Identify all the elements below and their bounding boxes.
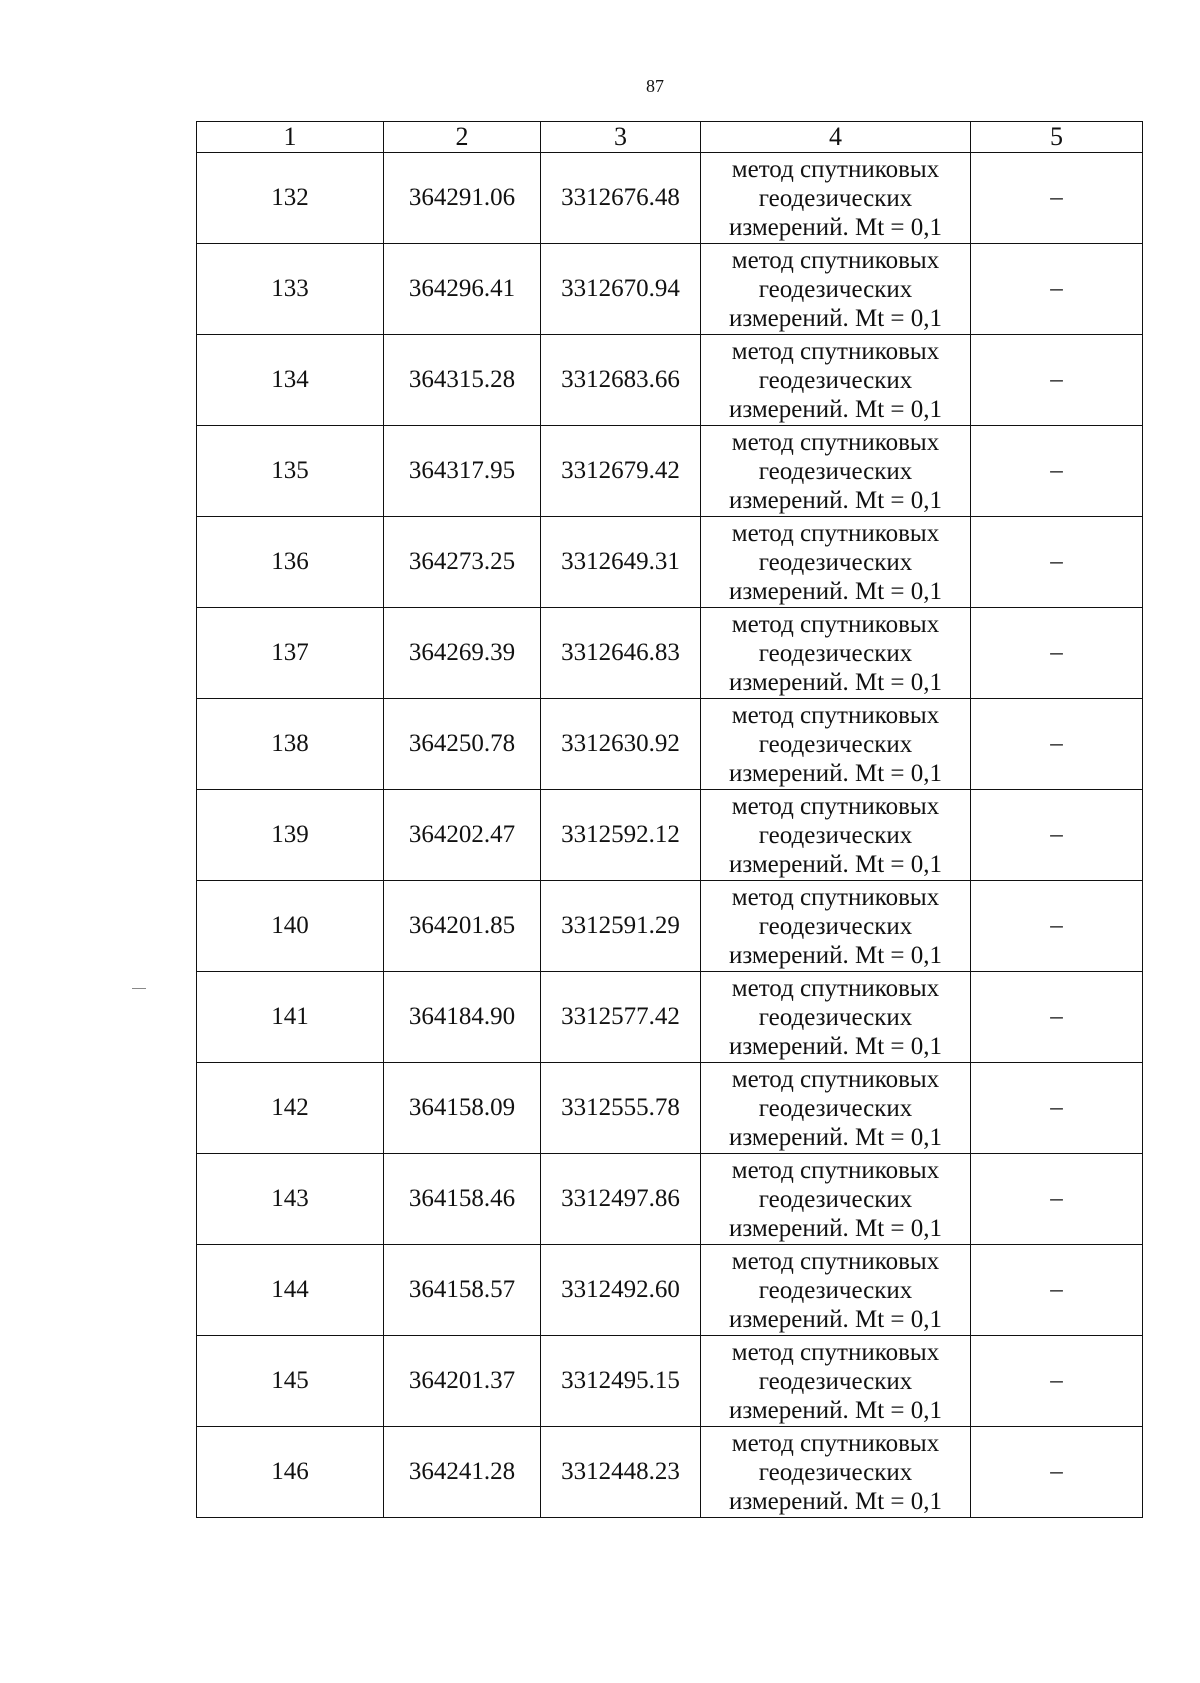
table-row [197, 790, 1143, 881]
note-cell: – [971, 335, 1143, 426]
y-coordinate-cell: 3312630.92 [541, 699, 701, 790]
y-coordinate-cell: 3312592.12 [541, 790, 701, 881]
margin-mark [132, 988, 146, 989]
point-number-cell: 135 [197, 426, 384, 517]
method-line: измерений. Mt = 0,1 [728, 1305, 943, 1333]
table-body [197, 122, 1143, 1518]
note-cell: – [971, 1063, 1143, 1154]
x-coordinate-cell: 364202.47 [384, 790, 541, 881]
point-number-cell: 133 [197, 244, 384, 335]
method-line: геодезических [758, 1003, 913, 1031]
x-coordinate-cell: 364184.90 [384, 972, 541, 1063]
x-coordinate-cell: 364315.28 [384, 335, 541, 426]
method-line: метод спутниковых [731, 428, 940, 456]
table-row [197, 426, 1143, 517]
table-row [197, 1427, 1143, 1518]
method-line: метод спутниковых [731, 246, 940, 274]
method-line: метод спутниковых [731, 701, 940, 729]
method-line: геодезических [758, 366, 913, 394]
note-cell: – [971, 153, 1143, 244]
point-number-cell: 132 [197, 153, 384, 244]
method-line: измерений. Mt = 0,1 [728, 1487, 943, 1515]
point-number-cell: 144 [197, 1245, 384, 1336]
x-coordinate-cell: 364158.46 [384, 1154, 541, 1245]
x-coordinate-cell: 364291.06 [384, 153, 541, 244]
table-row [197, 972, 1143, 1063]
y-coordinate-cell: 3312495.15 [541, 1336, 701, 1427]
header-cell-4: 4 [701, 122, 971, 153]
note-cell: – [971, 699, 1143, 790]
table-row [197, 335, 1143, 426]
method-line: геодезических [758, 1458, 913, 1486]
method-line: метод спутниковых [731, 337, 940, 365]
method-line: измерений. Mt = 0,1 [728, 577, 943, 605]
note-cell: – [971, 1245, 1143, 1336]
method-line: геодезических [758, 275, 913, 303]
table-row [197, 244, 1143, 335]
method-line: измерений. Mt = 0,1 [728, 1123, 943, 1151]
y-coordinate-cell: 3312448.23 [541, 1427, 701, 1518]
method-line: метод спутниковых [731, 1429, 940, 1457]
x-coordinate-cell: 364201.85 [384, 881, 541, 972]
table-row [197, 1063, 1143, 1154]
method-line: измерений. Mt = 0,1 [728, 1214, 943, 1242]
y-coordinate-cell: 3312683.66 [541, 335, 701, 426]
point-number-cell: 136 [197, 517, 384, 608]
method-cell [701, 881, 971, 972]
point-number-cell: 140 [197, 881, 384, 972]
table-row [197, 699, 1143, 790]
note-cell: – [971, 608, 1143, 699]
y-coordinate-cell: 3312591.29 [541, 881, 701, 972]
method-line: метод спутниковых [731, 1338, 940, 1366]
table-row [197, 608, 1143, 699]
point-number-cell: 146 [197, 1427, 384, 1518]
method-line: геодезических [758, 1276, 913, 1304]
method-cell [701, 335, 971, 426]
note-cell: – [971, 244, 1143, 335]
method-line: метод спутниковых [731, 792, 940, 820]
note-cell: – [971, 426, 1143, 517]
y-coordinate-cell: 3312649.31 [541, 517, 701, 608]
method-cell [701, 972, 971, 1063]
method-line: метод спутниковых [731, 1156, 940, 1184]
note-cell: – [971, 1427, 1143, 1518]
method-line: измерений. Mt = 0,1 [728, 304, 943, 332]
x-coordinate-cell: 364201.37 [384, 1336, 541, 1427]
table-header-row [197, 122, 1143, 153]
point-number-cell: 134 [197, 335, 384, 426]
x-coordinate-cell: 364317.95 [384, 426, 541, 517]
method-line: измерений. Mt = 0,1 [728, 395, 943, 423]
table-row [197, 881, 1143, 972]
method-cell [701, 1063, 971, 1154]
x-coordinate-cell: 364269.39 [384, 608, 541, 699]
coordinates-table [196, 121, 1143, 1518]
y-coordinate-cell: 3312676.48 [541, 153, 701, 244]
method-line: метод спутниковых [731, 519, 940, 547]
point-number-cell: 137 [197, 608, 384, 699]
point-number-cell: 139 [197, 790, 384, 881]
y-coordinate-cell: 3312497.86 [541, 1154, 701, 1245]
method-line: измерений. Mt = 0,1 [728, 213, 943, 241]
method-line: измерений. Mt = 0,1 [728, 668, 943, 696]
header-cell-3: 3 [541, 122, 701, 153]
method-line: измерений. Mt = 0,1 [728, 941, 943, 969]
method-line: измерений. Mt = 0,1 [728, 759, 943, 787]
y-coordinate-cell: 3312670.94 [541, 244, 701, 335]
point-number-cell: 145 [197, 1336, 384, 1427]
method-line: измерений. Mt = 0,1 [728, 1396, 943, 1424]
x-coordinate-cell: 364273.25 [384, 517, 541, 608]
x-coordinate-cell: 364296.41 [384, 244, 541, 335]
method-line: геодезических [758, 639, 913, 667]
y-coordinate-cell: 3312555.78 [541, 1063, 701, 1154]
method-cell [701, 153, 971, 244]
point-number-cell: 142 [197, 1063, 384, 1154]
note-cell: – [971, 790, 1143, 881]
method-line: геодезических [758, 730, 913, 758]
method-line: метод спутниковых [731, 155, 940, 183]
method-line: геодезических [758, 1185, 913, 1213]
method-line: метод спутниковых [731, 883, 940, 911]
method-line: геодезических [758, 1094, 913, 1122]
method-line: метод спутниковых [731, 610, 940, 638]
method-cell [701, 244, 971, 335]
method-line: геодезических [758, 457, 913, 485]
y-coordinate-cell: 3312577.42 [541, 972, 701, 1063]
table-row [197, 1154, 1143, 1245]
x-coordinate-cell: 364158.57 [384, 1245, 541, 1336]
method-line: измерений. Mt = 0,1 [728, 1032, 943, 1060]
table-row [197, 1245, 1143, 1336]
method-line: геодезических [758, 548, 913, 576]
note-cell: – [971, 517, 1143, 608]
method-line: метод спутниковых [731, 1247, 940, 1275]
method-cell [701, 1154, 971, 1245]
note-cell: – [971, 881, 1143, 972]
method-cell [701, 1336, 971, 1427]
table-row [197, 1336, 1143, 1427]
method-line: метод спутниковых [731, 974, 940, 1002]
method-cell [701, 790, 971, 881]
page-number: 87 [646, 76, 664, 96]
method-line: геодезических [758, 184, 913, 212]
method-cell [701, 517, 971, 608]
method-cell [701, 608, 971, 699]
method-line: геодезических [758, 821, 913, 849]
method-cell [701, 1427, 971, 1518]
method-line: измерений. Mt = 0,1 [728, 486, 943, 514]
y-coordinate-cell: 3312492.60 [541, 1245, 701, 1336]
method-line: геодезических [758, 1367, 913, 1395]
header-cell-5: 5 [971, 122, 1143, 153]
y-coordinate-cell: 3312679.42 [541, 426, 701, 517]
table-row [197, 517, 1143, 608]
header-cell-2: 2 [384, 122, 541, 153]
point-number-cell: 143 [197, 1154, 384, 1245]
method-line: метод спутниковых [731, 1065, 940, 1093]
table-row [197, 153, 1143, 244]
header-cell-1: 1 [197, 122, 384, 153]
y-coordinate-cell: 3312646.83 [541, 608, 701, 699]
note-cell: – [971, 972, 1143, 1063]
x-coordinate-cell: 364250.78 [384, 699, 541, 790]
note-cell: – [971, 1154, 1143, 1245]
method-cell [701, 426, 971, 517]
method-line: измерений. Mt = 0,1 [728, 850, 943, 878]
method-cell [701, 1245, 971, 1336]
note-cell: – [971, 1336, 1143, 1427]
point-number-cell: 138 [197, 699, 384, 790]
point-number-cell: 141 [197, 972, 384, 1063]
x-coordinate-cell: 364241.28 [384, 1427, 541, 1518]
method-line: геодезических [758, 912, 913, 940]
x-coordinate-cell: 364158.09 [384, 1063, 541, 1154]
method-cell [701, 699, 971, 790]
